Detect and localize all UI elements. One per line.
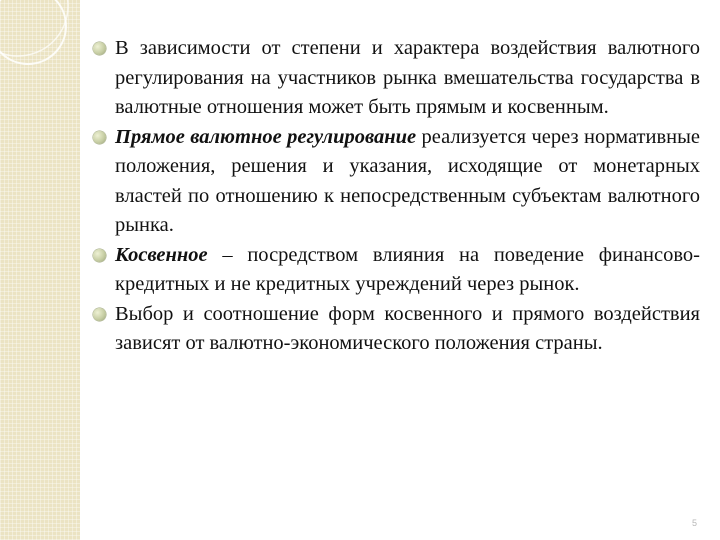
bullet-emphasis: Прямое валютное регулирование [115, 125, 417, 148]
bullet-icon [93, 308, 106, 321]
decorative-arcs [0, 0, 80, 120]
bullet-text: Выбор и соотношение форм косвенного и прямого воздействия зависят от валютно-экономического положения страны. [115, 302, 700, 354]
bullet-icon [93, 42, 106, 55]
bullet-item-3 [92, 241, 700, 300]
bullet-icon [93, 249, 106, 262]
bullet-icon [93, 131, 106, 144]
bullet-text: – посредством влияния на поведение финансово-кредитных и не кредитных учреждений через рынок. [115, 243, 700, 295]
bullet-item-4 [92, 300, 700, 359]
bullet-text: реализуется через нормативные положения, решения и указания, исходящие от монетарных властей по отношению к непосредственным субъектам валютного рынка. [115, 125, 701, 236]
bullet-item-1 [92, 34, 700, 123]
bullet-text: В зависимости от степени и характера воздействия валютного регулирования на участников рынка вмешательства государства в валютные отношения может быть прямым и косвенным. [115, 37, 700, 118]
slide-content [92, 34, 700, 359]
bullet-emphasis: Косвенное [115, 243, 208, 266]
bullet-item-2 [92, 123, 700, 241]
page-number: 5 [691, 518, 697, 528]
